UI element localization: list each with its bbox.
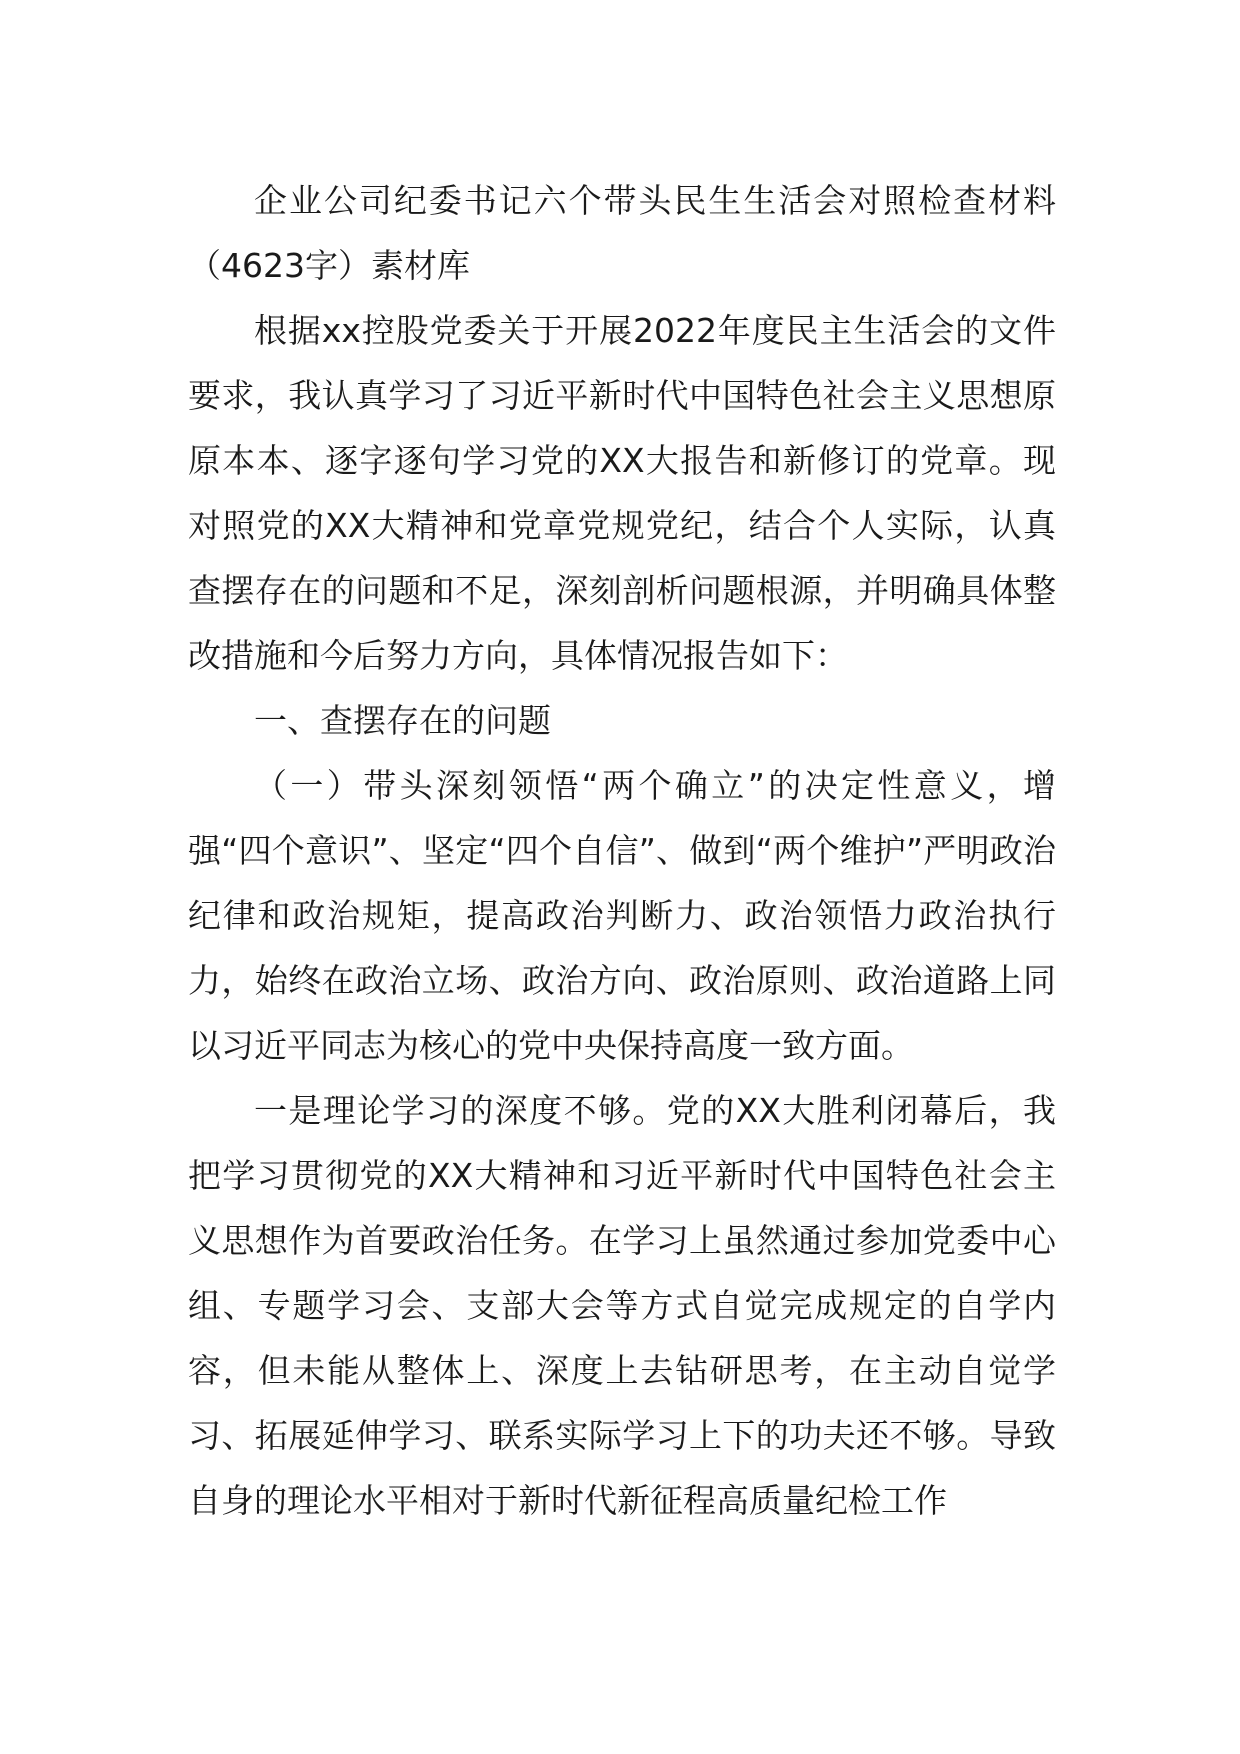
intro-paragraph: 根据xx控股党委关于开展2022年度民主生活会的文件要求，我认真学习了习近平新时代中国特色社会主义思想原原本本、逐字逐句学习党的XX大报告和新修订的党章。现对照党的XX大精神和党章党规党纪，结合个人实际，认真查摆存在的问题和不足，深刻剖析问题根源，并明确具体整改措施和今后努力方向，具体情况报告如下： — [188, 311, 1056, 675]
point-paragraph: 一是理论学习的深度不够。党的XX大胜利闭幕后，我把学习贯彻党的XX大精神和习近平新时代中国特色社会主义思想作为首要政治任务。在学习上虽然通过参加党委中心组、专题学习会、支部大会等方式自觉完成规定的自学内容，但未能从整体上、深度上去钻研思考，在主动自觉学习、拓展延伸学习、联系实际学习上下的功夫还不够。导致自身的理论水平相对于新时代新征程高质量纪检工作 — [188, 1091, 1056, 1520]
subsection-heading: （一）带头深刻领悟“两个确立”的决定性意义，增强“四个意识”、坚定“四个自信”、做到“两个维护”严明政治纪律和政治规矩，提高政治判断力、政治领悟力政治执行力，始终在政治立场、政治方向、政治原则、政治道路上同以习近平同志为核心的党中央保持高度一致方面。 — [188, 766, 1056, 1065]
document-title: 企业公司纪委书记六个带头民生生活会对照检查材料（4623字）素材库 — [188, 181, 1056, 285]
section-heading: 一、查摆存在的问题 — [254, 701, 551, 740]
document-body — [188, 168, 1056, 1533]
